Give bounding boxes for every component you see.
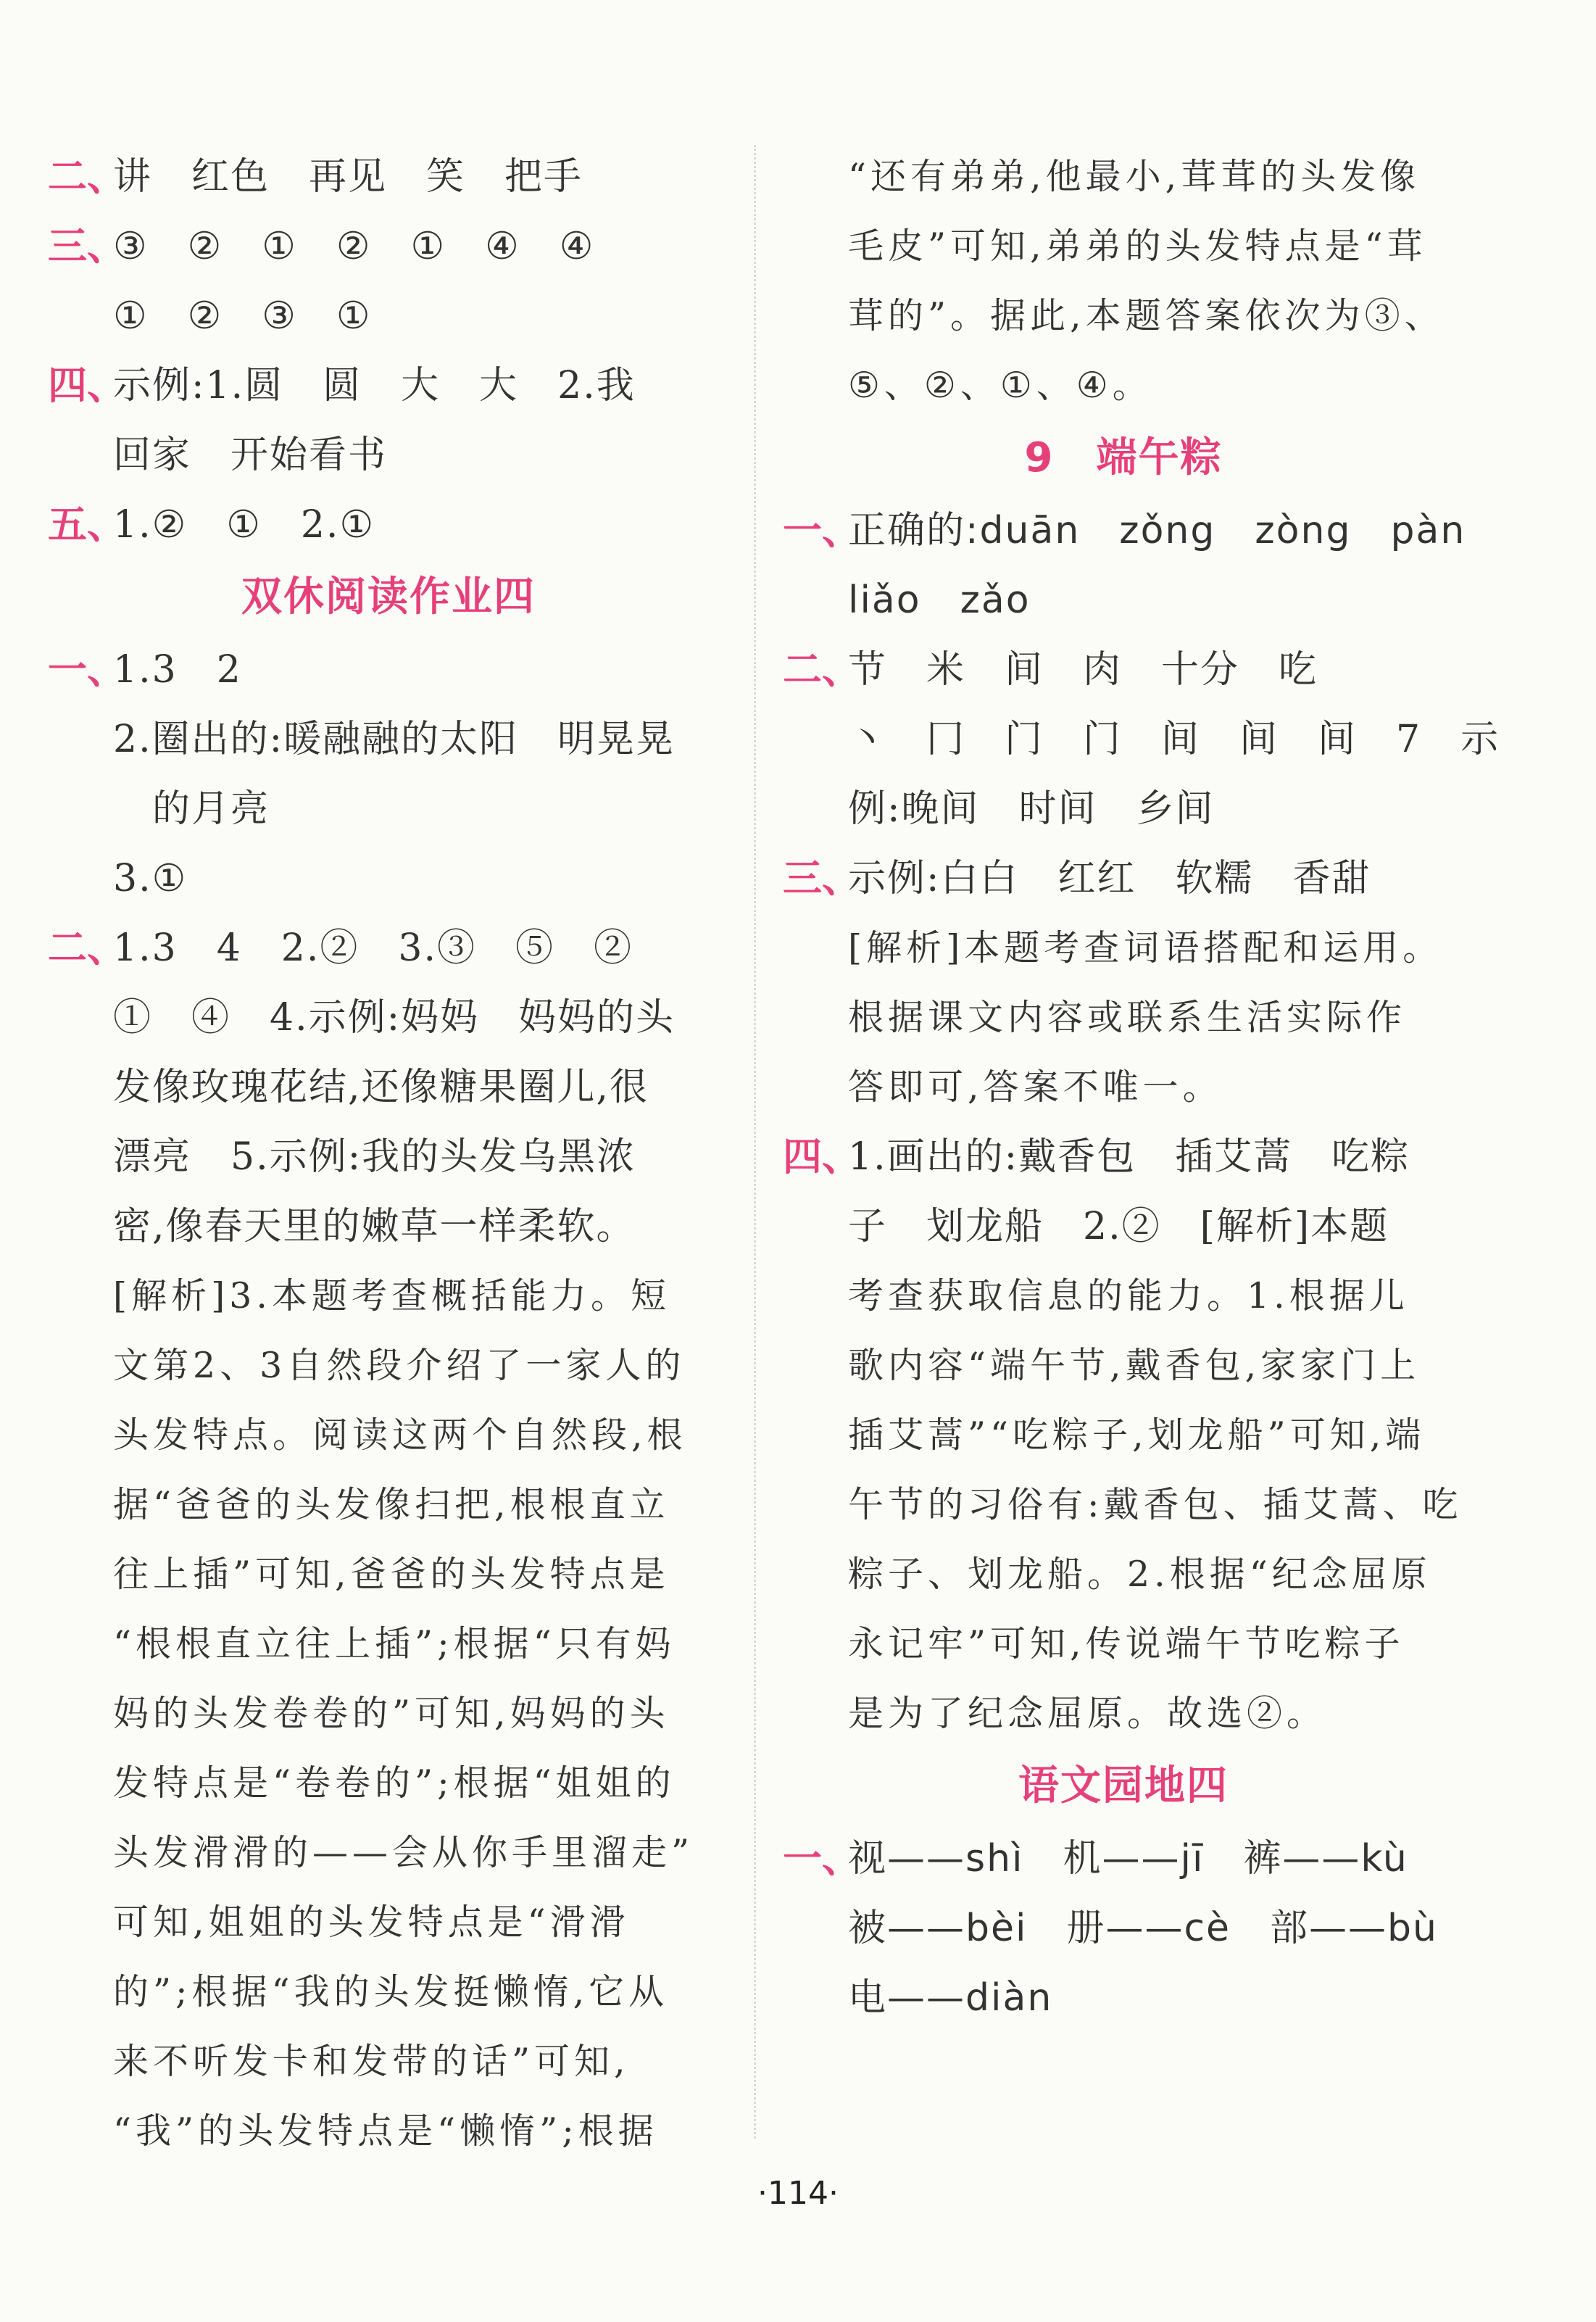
answer-item bbox=[48, 913, 729, 2166]
answer-item bbox=[48, 212, 729, 351]
answer-line: 例:晚间 时间 乡间 bbox=[848, 787, 1215, 831]
answer-line: ① ② ③ ① bbox=[113, 294, 372, 338]
answer-item bbox=[783, 1824, 1464, 2033]
analysis-line: 头发滑滑的——会从你手里溜走” bbox=[113, 1832, 694, 1873]
question-number: 五、 bbox=[48, 502, 126, 547]
analysis-line: 毛皮”可知,弟弟的头发特点是“茸 bbox=[848, 225, 1427, 267]
answer-line: ① ④ 4.示例:妈妈 妈妈的头 bbox=[113, 996, 676, 1040]
question-number: 二、 bbox=[48, 154, 126, 199]
answer-item bbox=[783, 496, 1464, 635]
answer-line: 1.画出的:戴香包 插艾蒿 吃粽 bbox=[848, 1135, 1410, 1179]
continuation-text bbox=[783, 142, 1464, 420]
analysis-line: 往上插”可知,爸爸的头发特点是 bbox=[113, 1554, 670, 1595]
answer-item bbox=[48, 635, 729, 913]
analysis-line: “我”的头发特点是“懒惰”;根据 bbox=[113, 2110, 658, 2152]
analysis-line: 头发特点。阅读这两个自然段,根 bbox=[113, 1414, 687, 1456]
analysis-line: [解析]3.本题考查概括能力。短 bbox=[113, 1275, 670, 1317]
question-number: 二、 bbox=[783, 647, 861, 692]
analysis-line: 午节的习俗有:戴香包、插艾蒿、吃 bbox=[848, 1484, 1463, 1525]
question-number: 三、 bbox=[783, 855, 861, 901]
answer-line: 正确的:duān zǒng zòng pàn bbox=[848, 509, 1466, 552]
answer-line: 视——shì 机——jī 裤——kù bbox=[848, 1837, 1408, 1881]
question-number: 一、 bbox=[48, 647, 126, 692]
answer-line: 丶 冂 门 门 间 间 间 7 示 bbox=[848, 718, 1500, 761]
section-title: 语文园地四 bbox=[1018, 1762, 1229, 1809]
answer-line: 节 米 间 肉 十分 吃 bbox=[848, 648, 1318, 692]
answer-line: 示例:白白 红红 软糯 香甜 bbox=[848, 857, 1371, 900]
answer-line: 发像玫瑰花结,还像糖果圈儿,很 bbox=[113, 1066, 649, 1109]
analysis-line: 的”;根据“我的头发挺懒惰,它从 bbox=[113, 1971, 669, 2012]
question-number: 二、 bbox=[48, 925, 126, 971]
analysis-line: 歌内容“端午节,戴香包,家家门上 bbox=[848, 1345, 1421, 1386]
analysis-line: 可知,姐姐的头发特点是“滑滑 bbox=[113, 1902, 630, 1943]
analysis-line: 永记牢”可知,传说端午节吃粽子 bbox=[848, 1623, 1405, 1664]
answer-line: liǎo zǎo bbox=[848, 579, 1031, 622]
answer-line: 的月亮 bbox=[113, 787, 270, 831]
answer-line: 1.② ① 2.① bbox=[113, 503, 375, 547]
question-number: 一、 bbox=[783, 507, 861, 553]
answer-item bbox=[783, 844, 1464, 1122]
answer-line: ③ ② ① ② ① ④ ④ bbox=[113, 225, 595, 268]
analysis-line: ⑤、②、①、④。 bbox=[848, 365, 1152, 406]
analysis-line: 茸的”。据此,本题答案依次为③、 bbox=[848, 295, 1445, 336]
answer-line: 子 划龙船 2.② [解析]本题 bbox=[848, 1205, 1389, 1248]
answer-line: 示例:1.圆 圆 大 大 2.我 bbox=[113, 364, 636, 407]
analysis-line: 插艾蒿”“吃粽子,划龙船”可知,端 bbox=[848, 1414, 1426, 1456]
answer-item bbox=[48, 490, 729, 560]
analysis-line: 考查获取信息的能力。1.根据儿 bbox=[848, 1275, 1409, 1317]
analysis-line: 文第2、3自然段介绍了一家人的 bbox=[113, 1345, 686, 1386]
analysis-line: “还有弟弟,他最小,茸茸的头发像 bbox=[848, 156, 1421, 197]
analysis-line: 粽子、划龙船。2.根据“纪念屈原 bbox=[848, 1554, 1431, 1595]
answer-line: 2.圈出的:暖融融的太阳 明晃晃 bbox=[113, 718, 676, 761]
analysis-line: [解析]本题考查词语搭配和运用。 bbox=[848, 927, 1443, 969]
answer-line: 漂亮 5.示例:我的头发乌黑浓 bbox=[113, 1135, 636, 1179]
answer-line: 被——bèi 册——cè 部——bù bbox=[848, 1907, 1438, 1950]
analysis-line: 发特点是“卷卷的”;根据“姐姐的 bbox=[113, 1762, 676, 1804]
answer-line: 1.3 4 2.② 3.③ ⑤ ② bbox=[113, 926, 633, 970]
page-number: ·114· bbox=[757, 2175, 839, 2212]
analysis-line: 答即可,答案不唯一。 bbox=[848, 1066, 1223, 1108]
answer-line: 电——diàn bbox=[848, 1976, 1053, 2020]
answer-line: 回家 开始看书 bbox=[113, 434, 388, 477]
analysis-line: 据“爸爸的头发像扫把,根根直立 bbox=[113, 1484, 670, 1525]
analysis-line: 来不听发卡和发带的话”可知, bbox=[113, 2041, 630, 2082]
lesson-title: 9 端午粽 bbox=[1024, 434, 1223, 481]
answer-item bbox=[48, 351, 729, 490]
answer-item bbox=[783, 1122, 1464, 1749]
analysis-line: 根据课文内容或联系生活实际作 bbox=[848, 997, 1407, 1038]
answer-line: 3.① bbox=[113, 857, 188, 900]
section-title: 双休阅读作业四 bbox=[241, 573, 536, 621]
analysis-line: 妈的头发卷卷的”可知,妈妈的头 bbox=[113, 1693, 670, 1734]
right-column bbox=[783, 142, 1500, 2033]
analysis-line: “根根直立往上插”;根据“只有妈 bbox=[113, 1623, 676, 1664]
question-number: 三、 bbox=[48, 223, 126, 269]
question-number: 四、 bbox=[48, 362, 126, 408]
answer-line: 密,像春天里的嫩草一样柔软。 bbox=[113, 1205, 636, 1248]
question-number: 四、 bbox=[783, 1134, 861, 1179]
column-divider bbox=[754, 145, 756, 2139]
question-number: 一、 bbox=[783, 1836, 861, 1881]
left-column bbox=[48, 142, 729, 2166]
answer-line: 讲 红色 再见 笑 把手 bbox=[113, 155, 583, 199]
answer-item bbox=[783, 635, 1500, 844]
answer-line: 1.3 2 bbox=[113, 648, 242, 692]
analysis-line: 是为了纪念屈原。故选②。 bbox=[848, 1693, 1327, 1734]
answer-item bbox=[48, 142, 729, 212]
